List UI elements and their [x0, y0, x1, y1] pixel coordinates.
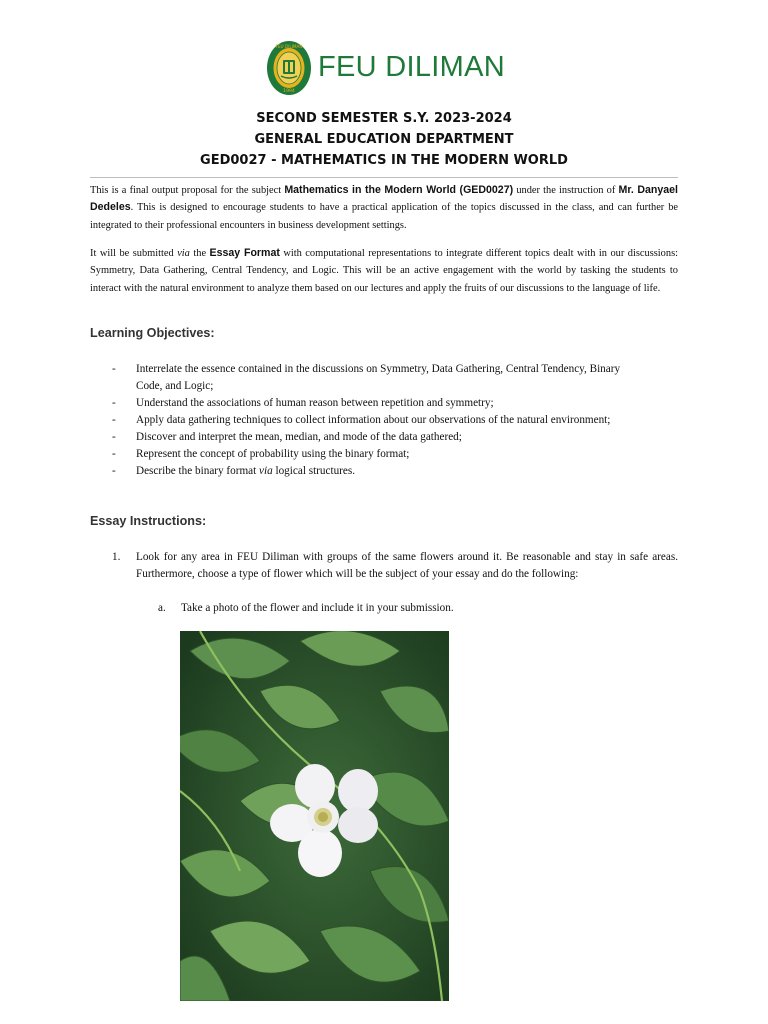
- feu-seal-icon: [266, 40, 312, 96]
- list-item-text: Describe the binary format: [136, 465, 260, 477]
- seal-top-text: FEU DILIMAN: [275, 44, 303, 49]
- dash-bullet: -: [112, 431, 116, 443]
- intro-text: with computational representations to integrate different topics dealt with in our discussions: Symmetry, Data Gathering, Central Tendency, and Logic. This will be an active engagement with the world by tasking the students to interact with the natural environment to analyze them based on our lectures and apply the fruits of our discussions to the language of life.: [90, 248, 679, 294]
- list-item: [112, 395, 632, 412]
- instruction-number: 1.: [112, 551, 121, 563]
- list-item-text-italic: via: [259, 465, 273, 477]
- semester-title: SECOND SEMESTER S.Y. 2023-2024: [256, 111, 512, 126]
- header-divider: [90, 177, 678, 178]
- brand-name: FEU DILIMAN: [318, 51, 505, 83]
- list-item-text: Discover and interpret the mean, median, and mode of the data gathered;: [136, 431, 462, 443]
- essay-format-label: Essay Format: [209, 247, 280, 259]
- list-item: [112, 446, 632, 463]
- dash-bullet: -: [112, 465, 116, 477]
- intro-text: the: [189, 248, 210, 259]
- intro-text-italic: via: [177, 248, 190, 259]
- list-item: [112, 412, 632, 429]
- list-item: [112, 463, 632, 480]
- learning-objectives-list: [112, 361, 632, 480]
- instruction-subitem-a: [158, 600, 454, 617]
- instruction-item-1: [112, 549, 678, 583]
- intro-text: under the instruction of: [513, 185, 619, 196]
- list-item-text: Represent the concept of probability using the binary format;: [136, 448, 410, 460]
- instruction-text: Look for any area in FEU Diliman with groups of the same flowers around it. Be reasonable and stay in safe areas. Furthermore, choose a type of flower which will be the subject of your essay and do the following:: [136, 551, 678, 580]
- dash-bullet: -: [112, 414, 116, 426]
- department-title: GENERAL EDUCATION DEPARTMENT: [254, 132, 514, 147]
- instructor-name: Mr. Danyael Dedeles: [90, 184, 678, 214]
- intro-text: It will be submitted: [90, 248, 178, 259]
- list-item-text: Understand the associations of human reason between repetition and symmetry;: [136, 397, 494, 409]
- seal-year-text: 1994: [283, 89, 295, 94]
- list-item: [112, 429, 632, 446]
- list-item-text: Interrelate the essence contained in the discussions on Symmetry, Data Gathering, Central Tendency, Binary Code, and Logic;: [136, 363, 621, 392]
- list-item-text: Apply data gathering techniques to collect information about our observations of the natural environment;: [136, 414, 611, 426]
- dash-bullet: -: [112, 363, 116, 375]
- list-item-text: logical structures.: [272, 465, 356, 477]
- dash-bullet: -: [112, 397, 116, 409]
- course-title: GED0027 - MATHEMATICS IN THE MODERN WORLD: [200, 153, 568, 168]
- essay-instructions-heading: Essay Instructions:: [90, 514, 207, 528]
- intro-paragraph-2: [90, 245, 678, 297]
- intro-text: This is a final output proposal for the subject: [90, 185, 285, 196]
- flower-photo: [180, 631, 449, 1001]
- subitem-text: Take a photo of the flower and include it in your submission.: [181, 602, 454, 614]
- list-item: [112, 361, 632, 395]
- logo-header: [0, 38, 768, 98]
- subitem-letter: a.: [158, 602, 166, 614]
- learning-objectives-heading: Learning Objectives:: [90, 326, 215, 340]
- intro-paragraph-1: [90, 182, 678, 234]
- subject-name: Mathematics in the Modern World (GED0027): [284, 184, 514, 196]
- intro-text: . This is designed to encourage students to have a practical application of the topics discussed in the class, and can further be integrated to their professional encounters in business development settings.: [90, 202, 678, 231]
- dash-bullet: -: [112, 448, 116, 460]
